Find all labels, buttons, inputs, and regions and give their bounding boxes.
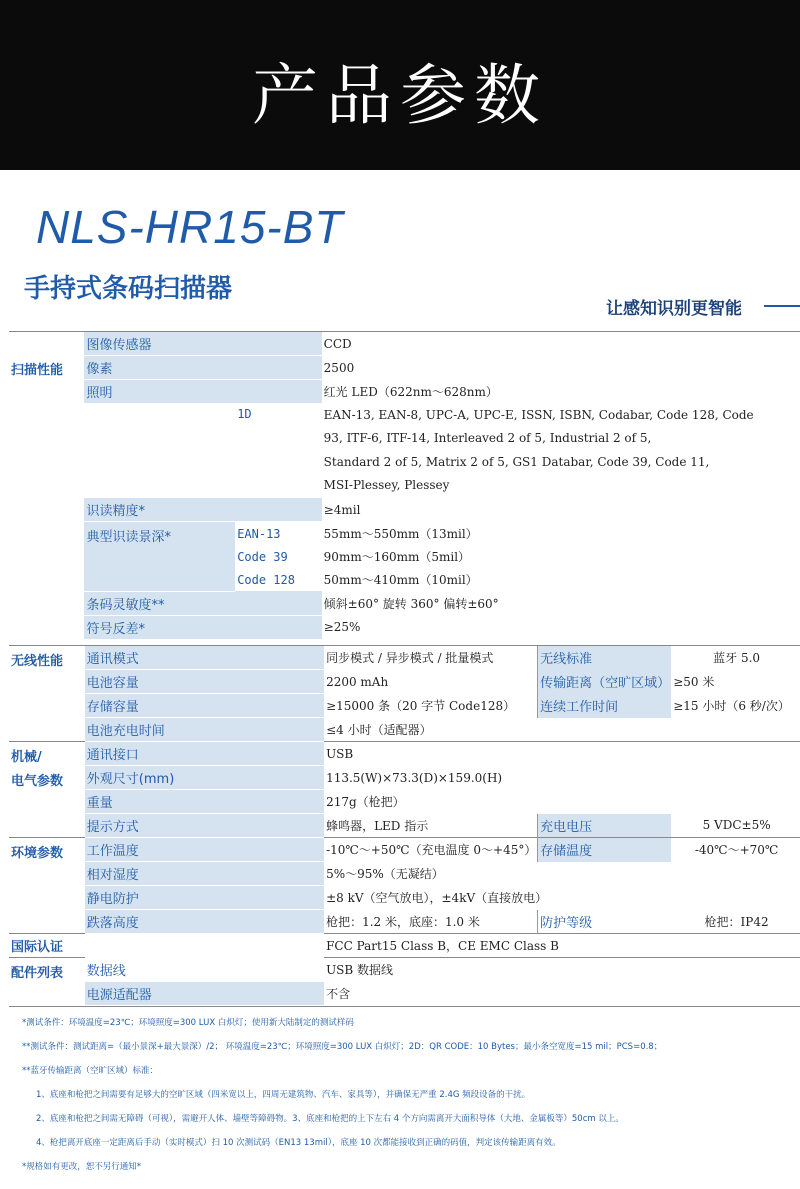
spec-label-secondary: 防护等级 <box>538 910 672 934</box>
footnote: 4、枪把离开底座一定距离后手动（实时模式）扫 10 次测试码（EN13 13mil），底座 10 次都能接收到正确的码值，判定该传输距离有效。 <box>36 1138 561 1148</box>
spec-row-contrast <box>9 615 800 639</box>
table-bottom-divider <box>9 1006 800 1007</box>
product-subtitle: 手持式条码扫描器 <box>24 274 233 304</box>
spec-value: 55mm～550mm（13mil） <box>323 526 478 541</box>
spec-sub-label: 1D <box>235 404 321 498</box>
category-env: 环境参数 <box>9 838 85 934</box>
spec-value-secondary: ≥50 米 <box>673 675 715 689</box>
footnote: **蓝牙传输距离（空旷区域）标准： <box>22 1066 159 1076</box>
spec-label: 工作温度 <box>85 838 324 862</box>
spec-value: 不含 <box>326 987 351 1001</box>
footnote: 1、底座和枪把之间需要有足够大的空旷区域（四米宽以上，四周无建筑物、汽车、家具等），并确保无严重 2.4G 频段设备的干扰。 <box>36 1090 531 1100</box>
spec-label: 外观尺寸(mm) <box>85 766 324 790</box>
spec-label: 提示方式 <box>85 814 324 838</box>
spec-label: 通讯接口 <box>85 742 324 766</box>
spec-sub-label: Code 128 <box>235 568 321 591</box>
spec-label: 图像传感器 <box>84 332 321 356</box>
spec-label: 电池充电时间 <box>85 718 324 742</box>
spec-value: 蜂鸣器，LED 指示 <box>326 818 429 833</box>
footnote: 2、底座和枪把之间需无障碍（可视），需避开人体、墙壁等障碍物。3、底座和枪把的上下左右 4 个方向需离开大面积导体（大地、金属板等）50cm 以上。 <box>36 1114 624 1124</box>
spec-row-precision <box>9 498 800 522</box>
spec-value: ≥15000 条（20 字节 Code128） <box>326 699 516 713</box>
slogan: 让感知识别更智能 <box>606 299 742 319</box>
spec-value: ≥25% <box>323 620 361 634</box>
symbologies-line: EAN-13, EAN-8, UPC-A, UPC-E, ISSN, ISBN, Codabar, Code 128, Code <box>323 407 754 422</box>
footnote: **测试条件：测试距离=（最小景深+最大景深）/2； 环境温度=23℃；环境照度=300 LUX 白炽灯；2D：QR CODE：10 Bytes；最小条空宽度=15 mil；PCS=0.8； <box>22 1042 663 1052</box>
spec-value-secondary: ≥15 小时（6 秒/次） <box>673 699 790 713</box>
page-title: 产品参数 <box>252 57 548 134</box>
symbologies-line: 93, ITF-6, ITF-14, Interleaved 2 of 5, Industrial 2 of 5, <box>323 431 652 445</box>
spec-value: -10℃～+50℃（充电温度 0～+45°） <box>324 838 538 862</box>
category-mech-line: 机械/ <box>11 750 42 765</box>
spec-row-mode <box>9 646 800 670</box>
spec-row-temp <box>9 838 800 862</box>
spec-value-secondary: -40℃～+70℃ <box>671 838 800 862</box>
spec-label: 照明 <box>84 380 321 404</box>
spec-label-empty <box>85 934 324 958</box>
spec-value: 90mm～160mm（5mil） <box>323 550 471 564</box>
spec-label: 像素 <box>84 356 321 380</box>
spec-value: ≤4 小时（适配器） <box>326 722 432 737</box>
spec-row-weight <box>9 790 800 814</box>
spec-label: 相对湿度 <box>85 862 324 886</box>
spec-row-light <box>9 380 800 404</box>
spec-row-pixels <box>9 356 800 380</box>
spec-value: USB <box>324 742 800 766</box>
spec-value: 红光 LED（622nm～628nm） <box>323 385 498 399</box>
spec-value-secondary: 枪把：IP42 <box>704 914 769 929</box>
spec-table-2 <box>9 645 800 1006</box>
product-model: NLS-HR15-BT <box>36 201 344 253</box>
symbologies-line: Standard 2 of 5, Matrix 2 of 5, GS1 Databar, Code 39, Code 11, <box>323 454 710 469</box>
slogan-divider <box>764 305 800 307</box>
spec-value: ≥4mil <box>323 502 361 517</box>
spec-row-sensor <box>9 332 800 356</box>
category-accessories: 配件列表 <box>9 958 85 1006</box>
spec-value: USB 数据线 <box>324 958 800 982</box>
spec-label: 符号反差* <box>84 615 321 639</box>
page-header <box>0 0 800 170</box>
category-scan: 扫描性能 <box>9 332 84 640</box>
spec-label: 典型识读景深* <box>84 522 235 592</box>
spec-label: 通讯模式 <box>85 646 324 670</box>
spec-label-empty <box>84 404 235 498</box>
spec-value: FCC Part15 Class B，CE EMC Class B <box>324 934 800 958</box>
spec-label: 电池容量 <box>85 670 324 694</box>
spec-label: 静电防护 <box>85 886 324 910</box>
spec-row-interface <box>9 742 800 766</box>
spec-row-humidity <box>9 862 800 886</box>
spec-value-secondary: 蓝牙 5.0 <box>671 646 800 670</box>
spec-value: ±8 kV（空气放电），±4kV（直接放电） <box>326 891 548 905</box>
spec-value: 倾斜±60° 旋转 360° 偏转±60° <box>323 596 499 611</box>
spec-row-storage <box>9 694 800 718</box>
spec-label-secondary: 充电电压 <box>538 814 672 838</box>
spec-sub-label: EAN-13 <box>235 522 321 546</box>
category-cert: 国际认证 <box>9 934 85 958</box>
spec-sub-label: Code 39 <box>235 545 321 568</box>
footnote: *规格如有更改，恕不另行通知* <box>22 1162 142 1172</box>
spec-label: 重量 <box>85 790 324 814</box>
spec-value: 217g（枪把） <box>326 795 405 809</box>
spec-row-cert <box>9 934 800 958</box>
spec-row-prompt <box>9 814 800 838</box>
spec-row-cable <box>9 958 800 982</box>
spec-value: 2500 <box>323 360 355 375</box>
spec-value: 枪把：1.2 米，底座：1.0 米 <box>326 914 480 929</box>
spec-row-depth-ean13 <box>9 522 800 546</box>
symbologies-line: MSI-Plessey, Plessey <box>323 478 450 492</box>
spec-row-adapter <box>9 982 800 1006</box>
spec-value: 50mm～410mm（10mil） <box>323 573 478 587</box>
spec-value: 113.5(W)×73.3(D)×159.0(H) <box>326 770 503 785</box>
spec-row-esd <box>9 886 800 910</box>
spec-row-symbologies <box>9 404 800 498</box>
spec-row-dimensions <box>9 766 800 790</box>
spec-label: 电源适配器 <box>85 982 324 1006</box>
spec-label: 存储容量 <box>85 694 324 718</box>
spec-value: 同步模式 / 异步模式 / 批量模式 <box>324 646 538 670</box>
spec-value: 2200 mAh <box>326 674 389 689</box>
footnote: *测试条件：环境温度=23℃；环境照度=300 LUX 白炽灯；使用新大陆制定的测试样码 <box>22 1018 354 1028</box>
spec-row-battery <box>9 670 800 694</box>
symbologies-list <box>322 404 800 498</box>
spec-label-secondary: 存储温度 <box>538 838 672 862</box>
spec-value: 5%～95%（无凝结） <box>326 867 444 881</box>
spec-label: 识读精度* <box>84 498 321 522</box>
spec-value-secondary: 5 VDC±5% <box>702 818 771 833</box>
spec-label: 条码灵敏度** <box>84 591 321 615</box>
spec-label-secondary: 连续工作时间 <box>538 694 672 718</box>
spec-row-sensitivity <box>9 591 800 615</box>
spec-value: CCD <box>322 332 800 356</box>
category-wireless: 无线性能 <box>9 646 85 742</box>
spec-row-drop <box>9 910 800 934</box>
spec-label-secondary: 传输距离（空旷区域） <box>538 670 672 694</box>
spec-label: 数据线 <box>85 958 324 982</box>
spec-label-secondary: 无线标准 <box>538 646 672 670</box>
category-mech-line: 电气参数 <box>11 774 64 789</box>
spec-label: 跌落高度 <box>85 910 324 934</box>
category-mech <box>9 742 85 838</box>
spec-table <box>9 331 800 640</box>
spec-row-charge <box>9 718 800 742</box>
